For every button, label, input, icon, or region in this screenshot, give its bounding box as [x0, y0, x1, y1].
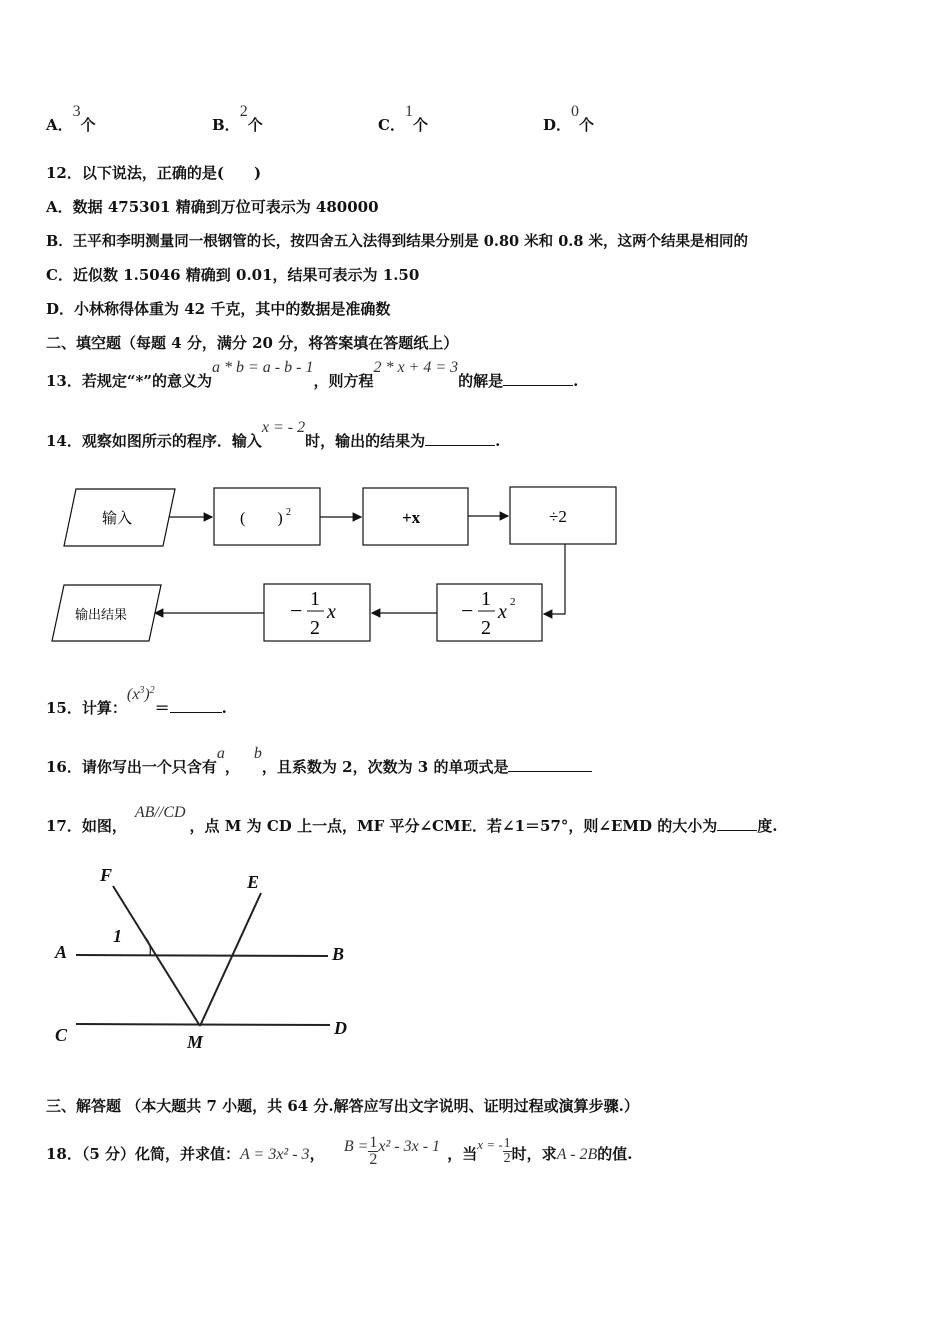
label-m: M [187, 1032, 204, 1052]
q12-stem: 12．以下说法，正确的是( ) [46, 164, 262, 182]
flow-input-label: 输入 [102, 511, 133, 527]
q18-target: A - 2B [556, 1146, 598, 1163]
q17-condition: AB//CD [134, 804, 186, 821]
flow-minus-sign: − [461, 598, 474, 623]
flow-x-label: x [498, 601, 507, 623]
flow-x-exp: 2 [510, 596, 516, 608]
q15-expression: $(x^3)^2$ [126, 685, 155, 703]
flow-square-exp: 2 [286, 507, 291, 518]
flow-plus-x-label: +x [402, 508, 421, 527]
section-3-heading: 三、解答题 （本大题共 7 小题，共 64 分.解答应写出文字说明、证明过程或演算步骤.） [46, 1097, 639, 1115]
option-c: C．1个 [378, 103, 428, 134]
label-f: F [100, 865, 113, 885]
q16: 16．请你写出一个只含有a，b，且系数为 2，次数为 3 的单项式是 [46, 756, 592, 777]
option-d: D．0个 [543, 103, 595, 134]
q12-option-d: D．小林称得体重为 42 千克，其中的数据是准确数 [46, 300, 391, 318]
label-a: A [55, 942, 68, 962]
option-b: B．2个 [212, 103, 263, 134]
flow-frac-num: 1 [481, 588, 491, 610]
label-angle-1: 1 [113, 926, 122, 946]
option-a: A．3个 [46, 103, 96, 134]
flow-frac-den: 2 [481, 617, 491, 639]
q12-option-a: A．数据 475301 精确到万位可表示为 480000 [46, 198, 379, 216]
q13-equation: 2 * x + 4 = 3 [373, 359, 459, 376]
q12-option-c: C．近似数 1.5046 精确到 0.01，结果可表示为 1.50 [46, 266, 420, 284]
label-d: D [334, 1018, 347, 1038]
q15: 15．计算：$(x^3)^2=$ . [46, 685, 227, 717]
label-e: E [247, 872, 260, 892]
q14: 14．观察如图所示的程序．输入x = - 2时，输出的结果为 . [46, 419, 501, 450]
flow-frac-num-2: 1 [310, 588, 320, 610]
flow-divide-2-label: ÷2 [549, 507, 567, 526]
q18-a-expression: A = 3x² - 3 [240, 1146, 310, 1163]
flow-minus-sign-2: − [290, 598, 303, 623]
line-cd [76, 1024, 330, 1025]
flow-x-label-2: x [327, 601, 336, 623]
q13: 13．若规定“*”的意义为a * b = a - b - 1，则方程2 * x + 4 = 3的解是 . [46, 359, 579, 390]
flow-square-label: ( ) [240, 510, 283, 527]
section-2-heading: 二、填空题（每题 4 分，满分 20 分，将答案填在答题纸上） [46, 334, 459, 352]
q14-condition: x = - 2 [261, 419, 306, 436]
line-me [200, 893, 261, 1026]
q13-definition: a * b = a - b - 1 [211, 359, 314, 376]
line-ab [76, 955, 328, 956]
q12-option-b: B．王平和李明测量同一根钢管的长，按四舍五入法得到结果分别是 0.80 米和 0.8 米，这两个结果是相同的 [46, 233, 748, 250]
label-b: B [332, 944, 345, 964]
q17: 17．如图，AB//CD，点 M 为 CD 上一点，MF 平分∠CME．若∠1＝57°，则∠EMD 的大小为 度. [46, 804, 778, 835]
label-c: C [55, 1025, 68, 1045]
q18: 18．（5 分）化简，并求值：A = 3x² - 3， B = $\frac{1}{2}$ x² - 3x - 1 ，当x = - $\frac{1}{2}$ 时，求A - 2B的值. [46, 1133, 633, 1168]
flow-output-label: 输出结果 [75, 607, 128, 622]
flow-frac-den-2: 2 [310, 617, 320, 639]
